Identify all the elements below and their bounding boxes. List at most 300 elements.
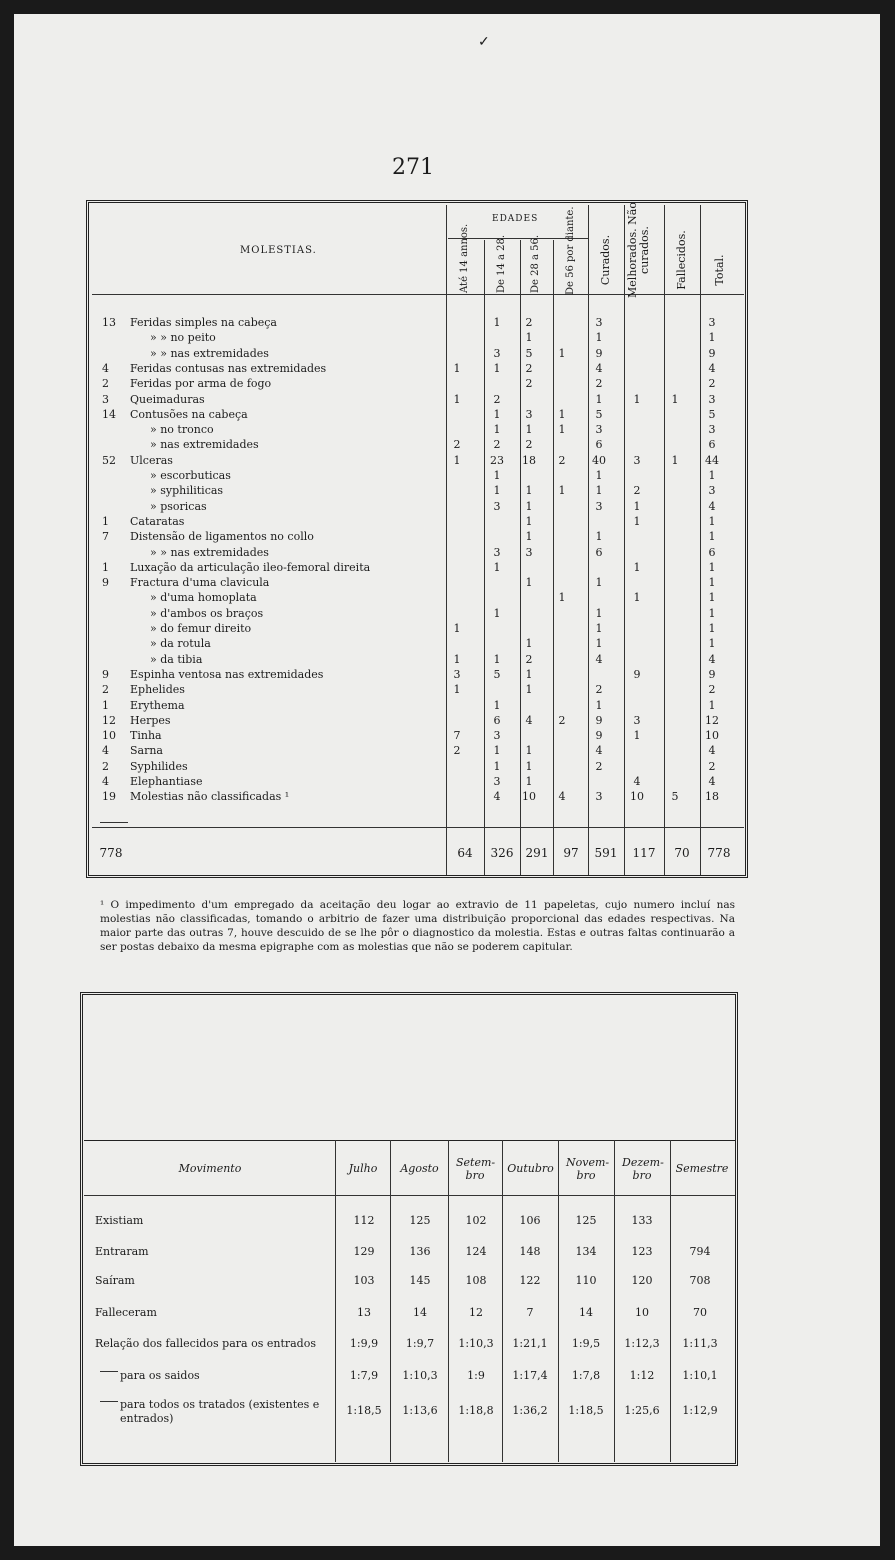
row-cell-t: 1	[708, 591, 716, 605]
movement-top-rule	[84, 1140, 735, 1141]
row-cell-a3: 18	[522, 453, 536, 467]
row-cell-a2: 3	[493, 729, 501, 743]
row-cell-a3: 1	[525, 744, 533, 758]
row-cell-a2: 1	[493, 423, 501, 437]
row-cell-a2: 1	[493, 560, 501, 574]
total-a4: 97	[563, 846, 579, 860]
row-disease-name: Feridas contusas nas extremidades	[130, 361, 327, 375]
header-molestias: MOLESTIAS.	[240, 245, 317, 256]
row-count: 9	[102, 667, 109, 681]
movement-cell: 1:18,8	[458, 1404, 494, 1417]
row-cell-c: 6	[595, 438, 603, 452]
row-count: 4	[102, 744, 109, 758]
row-cell-a3: 3	[525, 545, 533, 559]
row-cell-c: 1	[595, 622, 603, 635]
table-row	[0, 698, 895, 713]
movement-cell: 133	[631, 1214, 653, 1227]
row-cell-c: 1	[595, 530, 603, 544]
page-number: 271	[392, 155, 434, 180]
movement-cell: 1:7,9	[349, 1369, 379, 1382]
row-count: 3	[102, 392, 109, 406]
row-count: 1	[102, 698, 109, 712]
row-cell-a1: 1	[453, 652, 461, 666]
movement-cell: 134	[575, 1245, 597, 1258]
table-row	[0, 621, 895, 636]
total-dash	[100, 822, 128, 823]
row-cell-t: 44	[705, 453, 719, 467]
row-cell-t: 2	[708, 759, 716, 773]
row-cell-a3: 2	[525, 316, 533, 329]
mov-header-agosto: Agosto	[400, 1162, 439, 1175]
row-cell-m: 3	[633, 453, 641, 467]
table-row	[0, 652, 895, 667]
col-header-fallecidos: Fallecidos.	[675, 230, 688, 290]
row-cell-m: 1	[633, 514, 641, 528]
row-cell-m: 10	[630, 790, 644, 804]
row-cell-c: 3	[595, 316, 603, 329]
row-cell-a2: 3	[493, 545, 501, 559]
row-count: 7	[102, 530, 109, 544]
row-disease-name: » » nas extremidades	[150, 545, 269, 559]
footnote: ¹ O impedimento d'um empregado da aceitação deu logar ao extravio de 11 papeletas, cujo numero incluí nas molestias não classificadas, tomando o arbitrio de fazer uma distribuição proporcional das edades respectivas. Na maior parte das outras 7, houve descuido de se lhe pôr o diagnostico da molestia. Estas e outras faltas continuarão a ser postas debaixo da mesma epigraphe com as molestias que não se poderem capitular.	[100, 899, 735, 953]
row-cell-c: 1	[595, 576, 603, 590]
movement-cell: 1:10,1	[682, 1369, 718, 1382]
row-cell-a2: 1	[493, 652, 501, 666]
row-cell-m: 1	[633, 392, 641, 406]
row-cell-a2: 1	[493, 698, 501, 712]
row-cell-t: 1	[708, 530, 716, 544]
row-cell-t: 1	[708, 331, 716, 345]
movement-table-frame	[80, 992, 738, 1466]
movement-cell: 1:36,2	[512, 1404, 548, 1417]
row-cell-c: 5	[595, 407, 603, 421]
movement-cell: 136	[409, 1245, 431, 1258]
row-cell-c: 2	[595, 377, 603, 391]
row-disease-name: » psoricas	[150, 499, 207, 513]
table-row	[0, 728, 895, 743]
table-row	[0, 545, 895, 560]
movement-row-label: Falleceram	[95, 1306, 157, 1319]
row-cell-a3: 5	[525, 346, 533, 360]
row-count: 13	[102, 316, 116, 329]
row-count: 14	[102, 407, 116, 421]
total-melhorados: 117	[632, 846, 656, 860]
row-cell-a3: 1	[525, 667, 533, 681]
movement-cell: 1:12,9	[682, 1404, 718, 1417]
table-row	[0, 590, 895, 605]
row-disease-name: » da rotula	[150, 637, 211, 651]
mov-header-julho: Julho	[348, 1162, 378, 1175]
movement-cell: 148	[519, 1245, 541, 1258]
row-disease-name: Luxação da articulação ileo-femoral direita	[130, 560, 371, 574]
movement-cell: 103	[353, 1274, 375, 1287]
row-cell-a3: 1	[525, 499, 533, 513]
movement-cell: 794	[689, 1245, 711, 1258]
row-cell-t: 1	[708, 469, 716, 482]
row-cell-m: 1	[633, 560, 641, 574]
total-total: 778	[707, 846, 731, 860]
row-cell-m: 3	[633, 713, 641, 727]
row-disease-name: Molestias não classificadas ¹	[130, 790, 290, 804]
movement-cell: 1:9,5	[571, 1337, 601, 1350]
movement-cell: 145	[409, 1274, 431, 1287]
row-cell-c: 1	[595, 698, 603, 712]
row-cell-t: 4	[708, 652, 716, 666]
row-cell-a4: 2	[558, 713, 566, 727]
movement-header-rule	[84, 1195, 735, 1196]
row-count: 4	[102, 775, 109, 788]
movement-cell: 14	[413, 1306, 427, 1319]
row-cell-t: 1	[708, 637, 716, 651]
movement-cell: 102	[465, 1214, 487, 1227]
row-cell-a2: 1	[493, 407, 501, 421]
movement-cell: 70	[693, 1306, 707, 1319]
row-cell-a3: 2	[525, 361, 533, 375]
row-disease-name: Cataratas	[130, 514, 185, 528]
row-count: 52	[102, 453, 116, 467]
total-a2: 326	[490, 846, 514, 860]
row-cell-a2: 3	[493, 775, 501, 788]
row-disease-name: Elephantiase	[130, 775, 203, 788]
ink-mark: ✓	[478, 34, 490, 50]
row-count: 4	[102, 361, 109, 375]
row-cell-a1: 7	[453, 729, 461, 743]
ditto-dash	[100, 1371, 118, 1372]
movement-cell: 1:18,5	[568, 1404, 604, 1417]
movement-cell: 1:10,3	[458, 1337, 494, 1350]
row-disease-name: Contusões na cabeça	[130, 407, 248, 421]
mov-header-dezembro: Dezem- bro	[622, 1156, 664, 1182]
table-row	[0, 392, 895, 407]
movement-cell: 110	[575, 1274, 597, 1287]
row-cell-t: 1	[708, 698, 716, 712]
row-cell-a1: 1	[453, 683, 461, 697]
row-cell-m: 1	[633, 729, 641, 743]
movement-cell: 124	[465, 1245, 487, 1258]
row-count: 10	[102, 729, 116, 743]
row-disease-name: Syphilides	[130, 759, 188, 773]
row-cell-c: 1	[595, 637, 603, 651]
row-cell-t: 1	[708, 622, 716, 635]
row-cell-a3: 4	[525, 713, 533, 727]
movement-cell: 12	[469, 1306, 483, 1319]
movement-cell: 1:9,7	[405, 1337, 435, 1350]
col-header-melhorados: Melhorados. Não curados.	[626, 202, 651, 298]
total-n: 778	[99, 846, 123, 860]
movement-cell: 120	[631, 1274, 653, 1287]
table-row	[0, 774, 895, 789]
row-disease-name: Queimaduras	[130, 392, 205, 406]
row-disease-name: Ulceras	[130, 453, 173, 467]
row-cell-t: 5	[708, 407, 716, 421]
row-cell-a1: 2	[453, 438, 461, 452]
row-cell-t: 1	[708, 576, 716, 590]
table-row	[0, 437, 895, 452]
movement-row-label: Relação dos fallecidos para os entrados	[95, 1337, 316, 1350]
row-cell-t: 9	[708, 667, 716, 681]
movement-cell: 1:7,8	[571, 1369, 601, 1382]
row-cell-c: 1	[595, 331, 603, 345]
row-cell-a3: 1	[525, 530, 533, 544]
row-cell-a3: 1	[525, 637, 533, 651]
row-cell-t: 1	[708, 514, 716, 528]
movement-cell: 1:25,6	[624, 1404, 660, 1417]
table-row	[0, 789, 895, 804]
row-cell-c: 3	[595, 790, 603, 804]
row-count: 19	[102, 790, 116, 804]
row-disease-name: » nas extremidades	[150, 438, 259, 452]
row-disease-name: » » no peito	[150, 331, 216, 345]
row-cell-t: 2	[708, 683, 716, 697]
row-cell-m: 2	[633, 484, 641, 498]
mov-header-setembro: Setem- bro	[456, 1156, 496, 1182]
row-count: 9	[102, 576, 109, 590]
row-cell-c: 3	[595, 499, 603, 513]
row-cell-a1: 2	[453, 744, 461, 758]
row-cell-a3: 1	[525, 514, 533, 528]
row-cell-a4: 1	[558, 407, 566, 421]
movement-cell: 1:13,6	[402, 1404, 438, 1417]
row-cell-a2: 3	[493, 499, 501, 513]
movement-cell: 10	[635, 1306, 649, 1319]
mov-header-movimento: Movimento	[178, 1162, 242, 1175]
table-row	[0, 361, 895, 376]
row-count: 2	[102, 683, 109, 697]
mov-header-semestre: Semestre	[675, 1162, 729, 1175]
row-cell-a3: 1	[525, 331, 533, 345]
movement-cell: 1:10,3	[402, 1369, 438, 1382]
row-disease-name: Sarna	[130, 744, 163, 758]
ditto-dash	[100, 1401, 118, 1402]
row-disease-name: Feridas simples na cabeça	[130, 316, 277, 329]
row-cell-a3: 1	[525, 484, 533, 498]
table-row	[0, 468, 895, 483]
row-disease-name: » escorbuticas	[150, 469, 231, 482]
row-cell-a2: 1	[493, 316, 501, 329]
movement-cell: 1:18,5	[346, 1404, 382, 1417]
totals-top-rule	[92, 827, 744, 828]
row-cell-a3: 1	[525, 683, 533, 697]
movement-cell: 125	[575, 1214, 597, 1227]
movement-cell: 14	[579, 1306, 593, 1319]
row-cell-f: 1	[671, 453, 679, 467]
row-cell-a4: 1	[558, 423, 566, 437]
row-cell-a3: 2	[525, 652, 533, 666]
row-cell-a1: 1	[453, 392, 461, 406]
table-row	[0, 575, 895, 590]
total-curados: 591	[594, 846, 618, 860]
row-cell-c: 1	[595, 469, 603, 482]
movement-cell: 1:17,4	[512, 1369, 548, 1382]
row-cell-a2: 23	[490, 453, 504, 467]
row-cell-t: 3	[708, 484, 716, 498]
row-cell-t: 9	[708, 346, 716, 360]
row-cell-t: 1	[708, 606, 716, 620]
total-a3: 291	[525, 846, 549, 860]
row-cell-a3: 2	[525, 438, 533, 452]
row-cell-c: 4	[595, 361, 603, 375]
row-cell-a2: 2	[493, 438, 501, 452]
row-cell-a2: 3	[493, 346, 501, 360]
row-cell-a2: 5	[493, 667, 501, 681]
movement-cell: 129	[353, 1245, 375, 1258]
row-cell-a3: 1	[525, 423, 533, 437]
movement-row-label: Entraram	[95, 1245, 149, 1258]
row-cell-c: 40	[592, 453, 606, 467]
col-header-age-1: Até 14 annos.	[459, 223, 470, 293]
row-count: 2	[102, 377, 109, 391]
row-cell-a4: 1	[558, 591, 566, 605]
movement-row-label: para os saidos	[120, 1369, 200, 1382]
row-disease-name: » d'ambos os braços	[150, 606, 264, 620]
row-disease-name: » da tibia	[150, 652, 203, 666]
movement-cell: 112	[353, 1214, 375, 1227]
row-count: 12	[102, 713, 116, 727]
row-disease-name: Feridas por arma de fogo	[130, 377, 272, 391]
movement-cell: 708	[689, 1274, 711, 1287]
row-cell-a3: 1	[525, 775, 533, 788]
table-row	[0, 422, 895, 437]
row-cell-c: 1	[595, 606, 603, 620]
row-disease-name: » d'uma homoplata	[150, 591, 257, 605]
table-row	[0, 346, 895, 361]
table-row	[0, 743, 895, 758]
row-cell-t: 10	[705, 729, 719, 743]
row-disease-name: » » nas extremidades	[150, 346, 269, 360]
row-cell-a2: 1	[493, 606, 501, 620]
header-edades: EDADES	[492, 214, 539, 224]
row-cell-t: 6	[708, 545, 716, 559]
row-cell-c: 9	[595, 713, 603, 727]
table-row	[0, 514, 895, 529]
row-disease-name: Herpes	[130, 713, 171, 727]
row-cell-a4: 1	[558, 484, 566, 498]
row-disease-name: » do femur direito	[150, 622, 252, 635]
row-cell-c: 6	[595, 545, 603, 559]
movement-cell: 122	[519, 1274, 541, 1287]
row-cell-a3: 1	[525, 576, 533, 590]
movement-cell: 125	[409, 1214, 431, 1227]
row-cell-m: 1	[633, 499, 641, 513]
row-disease-name: » syphiliticas	[150, 484, 224, 498]
row-cell-t: 3	[708, 423, 716, 437]
row-disease-name: » no tronco	[150, 423, 214, 437]
table-row	[0, 376, 895, 391]
col-header-age-2: De 14 a 28.	[496, 234, 507, 293]
movement-row-label: para todos os tratados (existentes e entrados)	[120, 1398, 320, 1425]
row-cell-m: 9	[633, 667, 641, 681]
col-header-curados: Curados.	[599, 234, 612, 286]
row-cell-c: 3	[595, 423, 603, 437]
row-disease-name: Fractura d'uma clavicula	[130, 576, 270, 590]
row-cell-a4: 1	[558, 346, 566, 360]
row-cell-t: 4	[708, 499, 716, 513]
table-row	[0, 407, 895, 422]
col-header-age-4: De 56 por diante.	[565, 206, 576, 295]
row-cell-f: 1	[671, 392, 679, 406]
row-cell-t: 12	[705, 713, 719, 727]
row-cell-t: 2	[708, 377, 716, 391]
row-cell-c: 4	[595, 744, 603, 758]
row-cell-a1: 3	[453, 667, 461, 681]
row-cell-a3: 1	[525, 759, 533, 773]
movement-cell: 106	[519, 1214, 541, 1227]
row-cell-t: 4	[708, 744, 716, 758]
row-cell-a2: 1	[493, 759, 501, 773]
row-cell-t: 6	[708, 438, 716, 452]
row-cell-a3: 2	[525, 377, 533, 391]
row-disease-name: Distensão de ligamentos no collo	[130, 530, 314, 544]
row-cell-c: 9	[595, 729, 603, 743]
row-cell-a2: 6	[493, 713, 501, 727]
total-fallecidos: 70	[674, 846, 690, 860]
movement-cell: 7	[526, 1306, 534, 1319]
row-cell-a3: 10	[522, 790, 536, 804]
table-row	[0, 499, 895, 514]
row-cell-f: 5	[671, 790, 679, 804]
table-row	[0, 682, 895, 697]
row-cell-c: 2	[595, 759, 603, 773]
row-cell-t: 3	[708, 316, 716, 329]
row-cell-c: 9	[595, 346, 603, 360]
col-header-total: Total.	[713, 254, 726, 286]
table-row	[0, 483, 895, 498]
row-cell-a3: 3	[525, 407, 533, 421]
row-cell-a2: 4	[493, 790, 501, 804]
row-cell-c: 1	[595, 392, 603, 406]
row-cell-a2: 1	[493, 484, 501, 498]
table-row	[0, 667, 895, 682]
row-count: 1	[102, 514, 109, 528]
movement-row-label: Saíram	[95, 1274, 135, 1287]
row-cell-t: 18	[705, 790, 719, 804]
row-disease-name: Erythema	[130, 698, 185, 712]
row-cell-c: 2	[595, 683, 603, 697]
movement-cell: 13	[357, 1306, 371, 1319]
mov-header-outubro: Outubro	[507, 1162, 554, 1175]
movement-cell: 1:12,3	[624, 1337, 660, 1350]
row-cell-a4: 4	[558, 790, 566, 804]
row-cell-t: 3	[708, 392, 716, 406]
col-header-age-3: De 28 a 56.	[530, 234, 541, 293]
table-row	[0, 560, 895, 575]
total-a1: 64	[457, 846, 473, 860]
row-cell-a4: 2	[558, 453, 566, 467]
table-row	[0, 529, 895, 544]
row-cell-c: 1	[595, 484, 603, 498]
row-cell-a1: 1	[453, 453, 461, 467]
table-row	[0, 759, 895, 774]
table-row	[0, 636, 895, 651]
movement-cell: 1:21,1	[512, 1337, 548, 1350]
row-disease-name: Espinha ventosa nas extremidades	[130, 667, 324, 681]
movement-cell: 1:9,9	[349, 1337, 379, 1350]
movement-cell: 1:11,3	[682, 1337, 718, 1350]
row-cell-a1: 1	[453, 361, 461, 375]
movement-cell: 1:12	[629, 1369, 655, 1382]
table-row	[0, 453, 895, 468]
movement-row-label: Existiam	[95, 1214, 144, 1227]
table-row	[0, 315, 895, 330]
row-cell-a2: 2	[493, 392, 501, 406]
table-row	[0, 606, 895, 621]
row-cell-c: 4	[595, 652, 603, 666]
mov-header-novembro: Novem- bro	[566, 1156, 610, 1182]
table-row	[0, 330, 895, 345]
row-cell-a2: 1	[493, 361, 501, 375]
movement-cell: 123	[631, 1245, 653, 1258]
row-cell-m: 1	[633, 591, 641, 605]
